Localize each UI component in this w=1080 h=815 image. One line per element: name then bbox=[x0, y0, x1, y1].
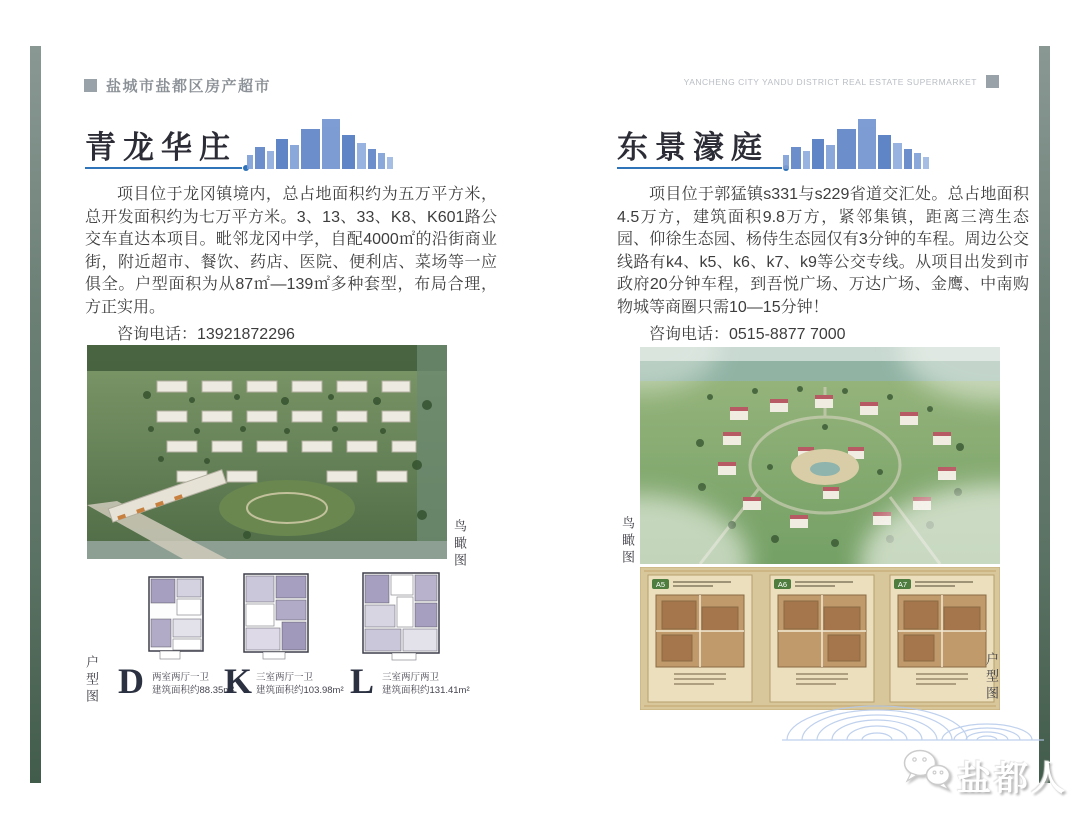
header-title: 盐城市盐都区房产超市 bbox=[106, 78, 272, 95]
floorplan-thumbnail-l bbox=[362, 572, 440, 661]
floorplan-area: 建筑面积约88.35m² bbox=[152, 685, 235, 696]
city-skyline-icon bbox=[247, 118, 393, 171]
floorplan-thumbnail-d bbox=[148, 576, 204, 660]
wechat-icon bbox=[903, 748, 953, 792]
floorplan-layout: 三室两厅两卫 bbox=[382, 672, 440, 683]
floorplan-layout: 两室两厅一卫 bbox=[152, 672, 210, 683]
panel-code-badge: A6 bbox=[777, 580, 788, 589]
header-square-icon bbox=[84, 79, 97, 92]
listing-title-right: 东景濠庭 bbox=[617, 130, 769, 165]
aerial-photo-left bbox=[87, 345, 447, 559]
page-edge-right bbox=[1039, 46, 1050, 783]
header-subtitle: YANCHENG CITY YANDU DISTRICT REAL ESTATE SUPERMARKET bbox=[683, 76, 977, 87]
listing-description: 项目位于郭猛镇s331与s229省道交汇处。总占地面积4.5万方，建筑面积9.8万方，紧邻集镇，距离三湾生态园、仰徐生态园、杨侍生态园仅有3分钟的车程。周边公交线路有k4、k5、k6、k7、k9等公交专线。从项目出发到市政府20分钟车程，到吾悦广场、万达广场、金鹰、中南购物城等商圈只需10—15分钟！ bbox=[617, 186, 1029, 316]
floorplan-code: L bbox=[350, 661, 375, 701]
listing-title-left: 青龙华庄 bbox=[85, 130, 237, 165]
contact-phone: 咨询电话：0515-8877 7000 bbox=[649, 326, 846, 343]
floorplan-area: 建筑面积约131.41m² bbox=[382, 685, 470, 696]
city-skyline-icon bbox=[783, 118, 929, 171]
header-square-icon bbox=[986, 75, 999, 88]
panel-code-badge: A7 bbox=[897, 580, 908, 589]
title-underline-left bbox=[85, 167, 242, 169]
brand-name: 盐都人 bbox=[957, 760, 1068, 798]
aerial-photo-right bbox=[640, 347, 1000, 564]
page-edge-left bbox=[30, 46, 41, 783]
listing-text-left bbox=[85, 184, 497, 346]
floorplan-thumbnail-k bbox=[243, 573, 309, 660]
header-left bbox=[84, 75, 271, 96]
floorplan-code: D bbox=[118, 661, 144, 701]
aerial-photo-label-left: 鸟瞰图 bbox=[452, 519, 467, 570]
listing-text-right bbox=[617, 184, 1029, 346]
floorplan-code: K bbox=[224, 661, 253, 701]
floorplan-spec bbox=[382, 671, 470, 697]
listing-description: 项目位于龙冈镇境内，总占地面积约为五万平方米，总开发面积约为七万平方米。3、13、33、K8、K601路公交车直达本项目。毗邻龙冈中学，自配4000㎡的沿街商业街，附近超市、餐饮、药店、医院、便利店、菜场等一应俱全。户型面积为从87㎡—139㎡多种套型，布局合理，方正实用。 bbox=[85, 186, 497, 316]
floorplan-layout: 三室两厅一卫 bbox=[256, 672, 314, 683]
floorplan-label-right: 户型图 bbox=[984, 652, 999, 703]
title-underline-right bbox=[617, 167, 782, 169]
floorplan-strip-right bbox=[640, 567, 1000, 710]
panel-code-badge: A5 bbox=[655, 580, 666, 589]
aerial-photo-label-right: 鸟瞰图 bbox=[620, 516, 635, 567]
wave-hills-decoration bbox=[782, 700, 1044, 746]
floorplan-area: 建筑面积约103.98m² bbox=[256, 685, 344, 696]
floorplan-label-left: 户型图 bbox=[84, 655, 99, 706]
header-right bbox=[684, 75, 999, 88]
contact-phone: 咨询电话：13921872296 bbox=[117, 326, 295, 343]
floorplan-spec bbox=[256, 671, 344, 697]
floorplan-spec bbox=[152, 671, 234, 697]
